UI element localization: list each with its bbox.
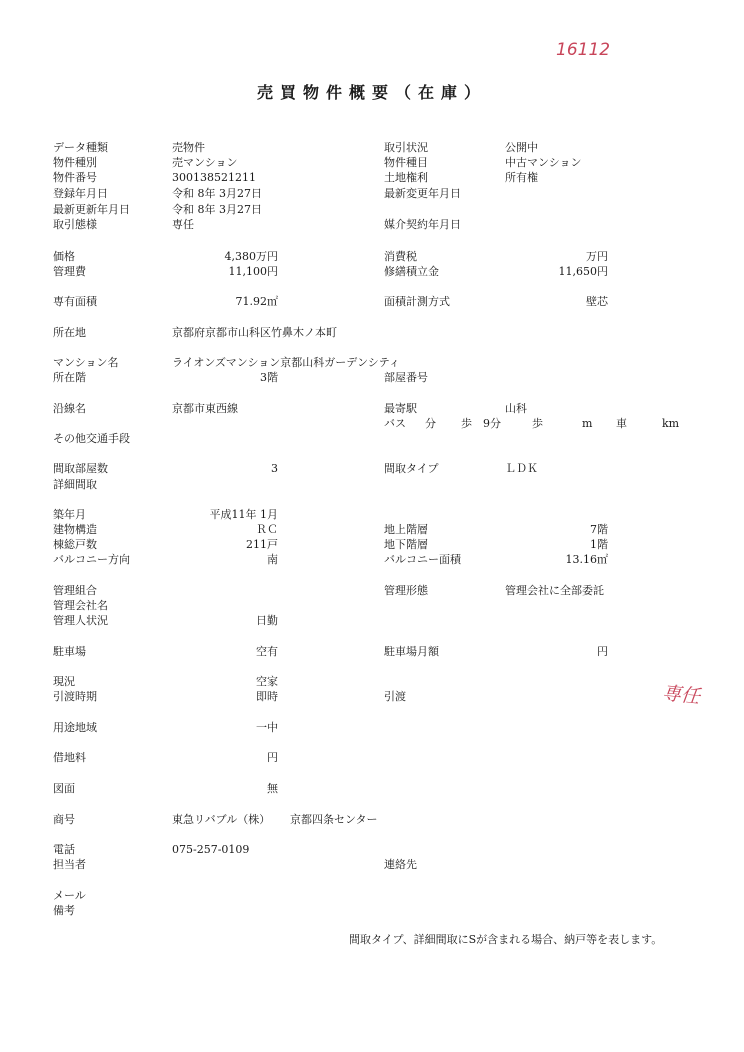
label-property-no: 物件番号 (53, 171, 97, 184)
value-mansion-name: ライオンズマンション京都山科ガーデンシティ (172, 356, 400, 369)
label-parking: 駐車場 (53, 645, 86, 658)
access-walk-1: 歩 (461, 417, 472, 430)
value-station: 山科 (505, 402, 527, 415)
value-phone: 075-257-0109 (172, 843, 250, 856)
label-structure: 建物構造 (53, 523, 97, 536)
handwritten-note: 専任 (661, 682, 702, 708)
value-mgmt-form: 管理会社に全部委託 (505, 584, 604, 597)
value-consumption-tax: 万円 (586, 250, 608, 263)
label-layout-detail: 詳細間取 (53, 478, 97, 491)
label-area-method: 面積計測方式 (384, 295, 450, 308)
label-drawing: 図面 (53, 782, 75, 795)
value-management-fee: 11,100円 (228, 265, 278, 278)
access-km: km (662, 417, 680, 430)
access-m: m (582, 417, 593, 430)
value-parking: 空有 (256, 645, 278, 658)
label-consumption-tax: 消費税 (384, 250, 417, 263)
label-other-transport: その他交通手段 (53, 432, 130, 445)
label-floors-above: 地上階層 (384, 523, 428, 536)
label-last-change-date: 最新変更年月日 (384, 187, 461, 200)
access-bus-min: 分 (425, 417, 436, 430)
value-manager-status: 日勤 (256, 614, 278, 627)
value-land-rights: 所有権 (505, 171, 538, 184)
label-balcony-dir: バルコニー方向 (53, 553, 130, 566)
value-property-no: 300138521211 (172, 171, 256, 184)
handwritten-number: 16112 (556, 40, 611, 60)
value-property-type: 売マンション (172, 156, 238, 169)
label-total-units: 棟総戸数 (53, 538, 97, 551)
value-total-units: 211戸 (246, 538, 278, 551)
value-floor: 3階 (260, 371, 278, 384)
value-exclusive-area: 71.92㎡ (235, 295, 278, 308)
label-balcony-area: バルコニー面積 (384, 553, 461, 566)
label-mansion-name: マンション名 (53, 356, 119, 369)
label-price: 価格 (53, 250, 75, 263)
value-trade-name: 東急リバブル（株） (172, 813, 271, 826)
label-line: 沿線名 (53, 402, 86, 415)
label-room-no: 部屋番号 (384, 371, 428, 384)
label-zoning: 用途地域 (53, 721, 97, 734)
access-car: 車 (616, 417, 627, 430)
label-registered-date: 登録年月日 (53, 187, 108, 200)
page-title: 売買物件概要（在庫） (256, 83, 487, 102)
value-built: 平成11年 1月 (209, 508, 278, 521)
label-brokerage-date: 媒介契約年月日 (384, 218, 461, 231)
label-parking-fee: 駐車場月額 (384, 645, 439, 658)
value-balcony-area: 13.16㎡ (565, 553, 608, 566)
label-property-type: 物件種別 (53, 156, 97, 169)
label-mgmt-company: 管理会社名 (53, 599, 108, 612)
label-handover-time: 引渡時期 (53, 690, 97, 703)
label-handover: 引渡 (384, 690, 406, 703)
value-current: 空家 (256, 675, 278, 688)
value-zoning: 一中 (256, 721, 278, 734)
label-location: 所在地 (53, 326, 86, 339)
label-manager-status: 管理人状況 (53, 614, 108, 627)
value-layout-type: ＬＤＫ (505, 462, 538, 475)
label-transaction-status: 取引状況 (384, 141, 428, 154)
value-transaction-mode: 専任 (172, 218, 194, 231)
label-remarks: 備考 (53, 904, 75, 917)
label-management-fee: 管理費 (53, 265, 86, 278)
value-structure: ＲＣ (256, 523, 278, 536)
value-handover-time: 即時 (256, 690, 278, 703)
access-bus: バス (384, 417, 406, 430)
label-station: 最寄駅 (384, 402, 417, 415)
label-land-rights: 土地権利 (384, 171, 428, 184)
label-layout-type: 間取タイプ (384, 462, 439, 475)
value-rooms: 3 (271, 462, 278, 475)
value-registered-date: 令和 8年 3月27日 (172, 187, 262, 200)
label-trade-name: 商号 (53, 813, 75, 826)
value-location: 京都府京都市山科区竹鼻木ノ本町 (172, 326, 337, 339)
value-transaction-status: 公開中 (505, 141, 538, 154)
label-updated-date: 最新更新年月日 (53, 203, 130, 216)
value-balcony-dir: 南 (267, 553, 278, 566)
label-transaction-mode: 取引態様 (53, 218, 97, 231)
value-drawing: 無 (267, 782, 278, 795)
label-data-type: データ種類 (53, 141, 108, 154)
value-branch: 京都四条センター (290, 813, 378, 826)
label-mail: メール (53, 889, 86, 902)
value-floors-below: 1階 (590, 538, 608, 551)
label-floor: 所在階 (53, 371, 86, 384)
footnote: 間取タイプ、詳細間取にSが含まれる場合、納戸等を表します。 (349, 933, 663, 946)
value-repair-reserve: 11,650円 (558, 265, 608, 278)
label-current: 現況 (53, 675, 75, 688)
value-area-method: 壁芯 (586, 295, 608, 308)
access-walk-min: 9分 (483, 417, 501, 430)
label-mgmt-form: 管理形態 (384, 584, 428, 597)
value-floors-above: 7階 (590, 523, 608, 536)
label-exclusive-area: 専有面積 (53, 295, 97, 308)
label-person: 担当者 (53, 858, 86, 871)
value-line: 京都市東西線 (172, 402, 238, 415)
value-parking-fee: 円 (597, 645, 608, 658)
value-property-category: 中古マンション (505, 156, 582, 169)
label-floors-below: 地下階層 (384, 538, 428, 551)
label-repair-reserve: 修繕積立金 (384, 265, 439, 278)
value-data-type: 売物件 (172, 141, 205, 154)
label-rooms: 間取部屋数 (53, 462, 108, 475)
access-walk-2: 歩 (532, 417, 543, 430)
label-phone: 電話 (53, 843, 75, 856)
label-contact: 連絡先 (384, 858, 417, 871)
value-updated-date: 令和 8年 3月27日 (172, 203, 262, 216)
label-built: 築年月 (53, 508, 86, 521)
label-land-rent: 借地料 (53, 751, 86, 764)
label-mgmt-assoc: 管理組合 (53, 584, 97, 597)
value-price: 4,380万円 (224, 250, 278, 263)
value-land-rent: 円 (267, 751, 278, 764)
label-property-category: 物件種目 (384, 156, 428, 169)
